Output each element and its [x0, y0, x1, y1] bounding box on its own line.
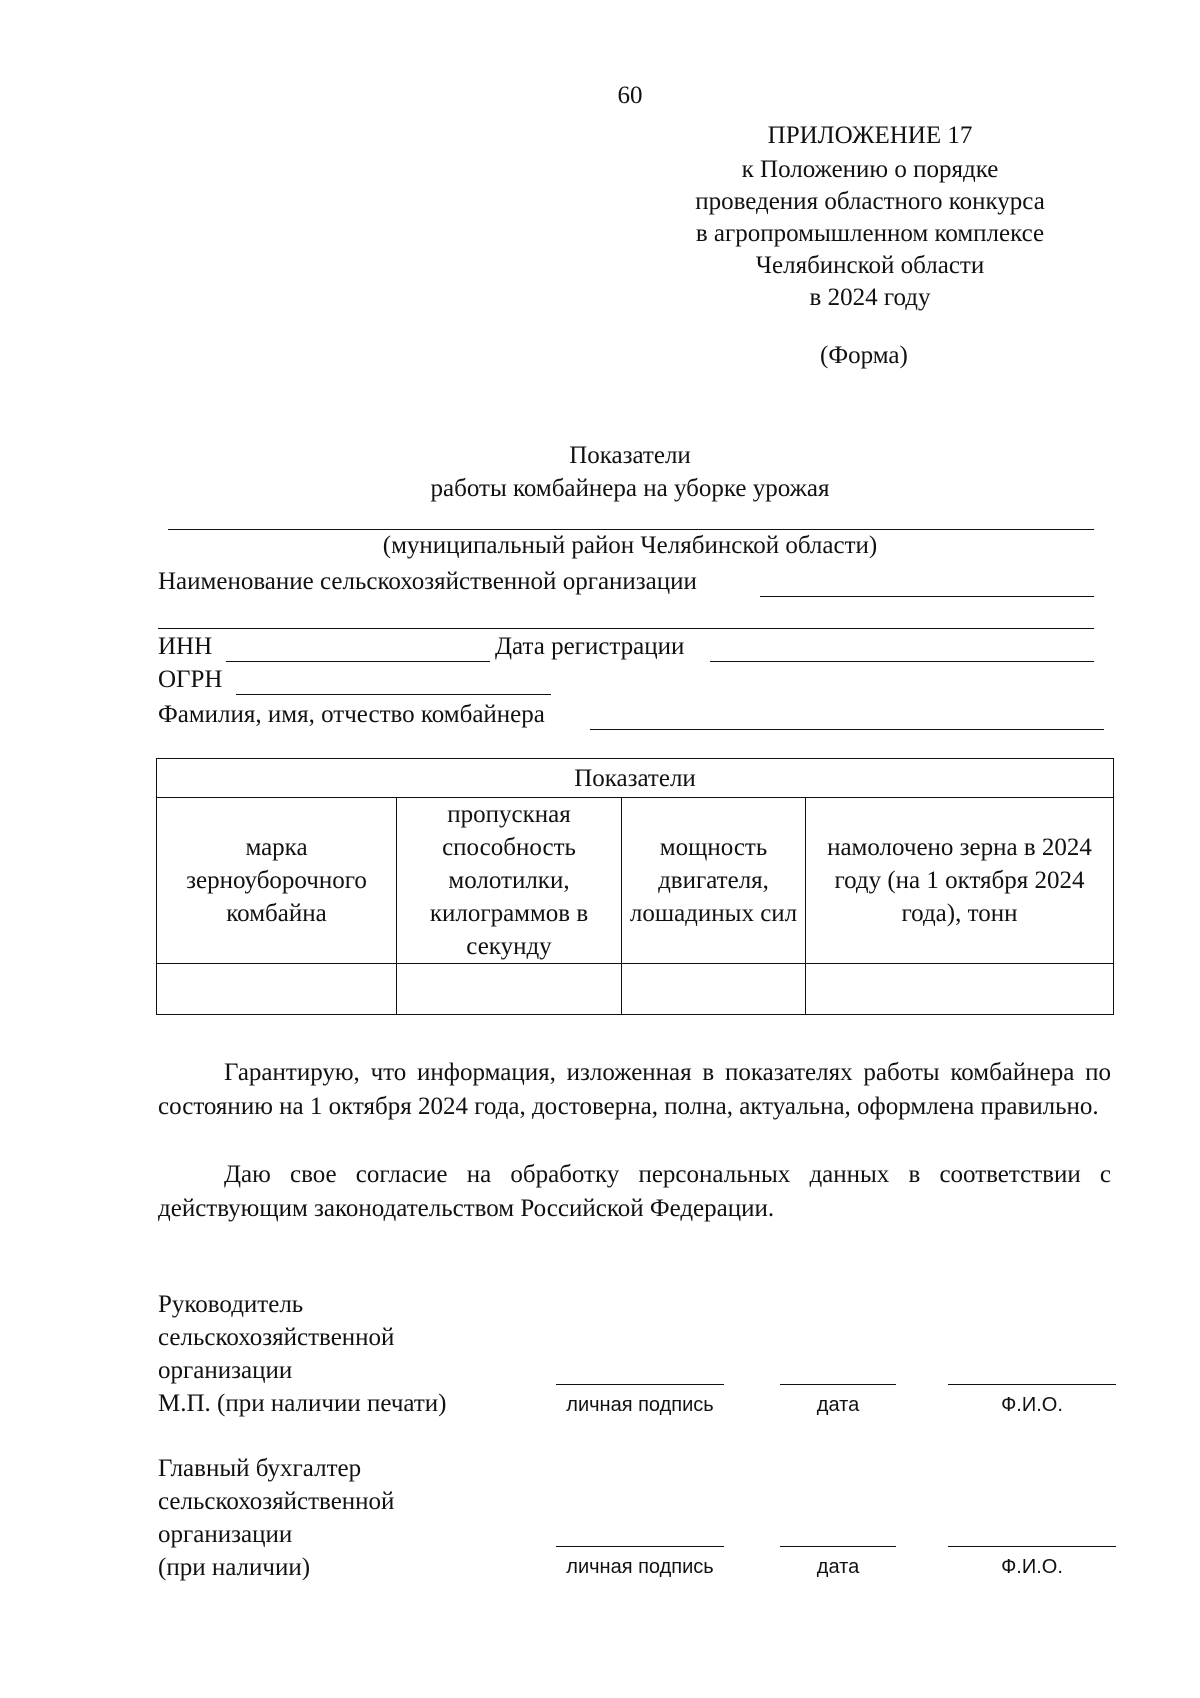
org-name-blank-line-2[interactable]: [158, 628, 1094, 629]
signer-role-line: (при наличии): [158, 1554, 311, 1581]
signature-caption: личная подпись: [566, 1556, 714, 1578]
indicators-table: [156, 758, 1114, 1015]
full-name-line[interactable]: [948, 1546, 1116, 1547]
signer-role-line: организации: [158, 1357, 293, 1384]
appendix-line: проведения областного конкурса: [695, 188, 1045, 215]
signature-block-head: [158, 1288, 447, 1420]
ogrn-label: ОГРН: [158, 666, 223, 693]
registration-date-blank-line[interactable]: [710, 661, 1094, 662]
appendix-line: к Положению о порядке: [741, 156, 999, 183]
appendix-title: ПРИЛОЖЕНИЕ 17: [767, 122, 973, 149]
inn-label: ИНН: [158, 633, 213, 660]
table-cell[interactable]: [622, 964, 806, 1015]
page-number: 60: [617, 82, 643, 109]
registration-date-label: Дата регистрации: [495, 633, 685, 660]
appendix-line: в 2024 году: [809, 284, 931, 311]
column-header: мощность двигателя, лошадиных сил: [622, 798, 806, 964]
operator-name-blank-line[interactable]: [590, 729, 1104, 730]
appendix-line: Челябинской области: [755, 252, 985, 279]
signature-line[interactable]: [556, 1384, 724, 1385]
date-caption: дата: [816, 1394, 860, 1416]
document-subtitle: работы комбайнера на уборке урожая: [430, 475, 830, 502]
column-header: намолочено зерна в 2024 году (на 1 октября 2024 года), тонн: [806, 798, 1114, 964]
table-cell[interactable]: [157, 964, 397, 1015]
signer-role-line: сельскохозяйственной: [158, 1488, 395, 1515]
ogrn-blank-line[interactable]: [236, 694, 551, 695]
full-name-line[interactable]: [948, 1384, 1116, 1385]
signer-role-line: сельскохозяйственной: [158, 1324, 395, 1351]
org-name-blank-line[interactable]: [760, 596, 1094, 597]
municipality-caption: (муниципальный район Челябинской области): [382, 532, 878, 559]
signature-caption: личная подпись: [566, 1394, 714, 1416]
signature-block-accountant: [158, 1452, 394, 1584]
document-title: Показатели: [569, 442, 691, 469]
org-name-label: Наименование сельскохозяйственной организации: [158, 568, 697, 595]
signer-role-line: организации: [158, 1521, 293, 1548]
table-cell[interactable]: [397, 964, 622, 1015]
table-cell[interactable]: [806, 964, 1114, 1015]
form-note: (Форма): [820, 342, 908, 369]
operator-name-label: Фамилия, имя, отчество комбайнера: [158, 701, 545, 728]
inn-blank-line[interactable]: [226, 661, 490, 662]
municipality-blank-line[interactable]: [168, 529, 1094, 530]
signer-role-line: М.П. (при наличии печати): [158, 1390, 447, 1417]
date-line[interactable]: [780, 1384, 896, 1385]
column-header: марка зерноуборочного комбайна: [157, 798, 397, 964]
consent-paragraph: Даю свое согласие на обработку персональных данных в соответствии с действующим законодательством Российской Федерации.: [158, 1161, 1111, 1222]
date-caption: дата: [816, 1556, 860, 1578]
table-header: Показатели: [157, 759, 1114, 798]
signer-role-line: Главный бухгалтер: [158, 1455, 362, 1482]
signature-line[interactable]: [556, 1546, 724, 1547]
signer-role-line: Руководитель: [158, 1291, 304, 1318]
column-header: пропускная способность молотилки, килограммов в секунду: [397, 798, 622, 964]
full-name-caption: Ф.И.О.: [1001, 1556, 1063, 1578]
full-name-caption: Ф.И.О.: [1001, 1394, 1063, 1416]
date-line[interactable]: [780, 1546, 896, 1547]
guarantee-paragraph: Гарантирую, что информация, изложенная в показателях работы комбайнера по состоянию на 1 октября 2024 года, достоверна, полна, актуальна, оформлена правильно.: [158, 1059, 1111, 1120]
appendix-line: в агропромышленном комплексе: [695, 220, 1045, 247]
